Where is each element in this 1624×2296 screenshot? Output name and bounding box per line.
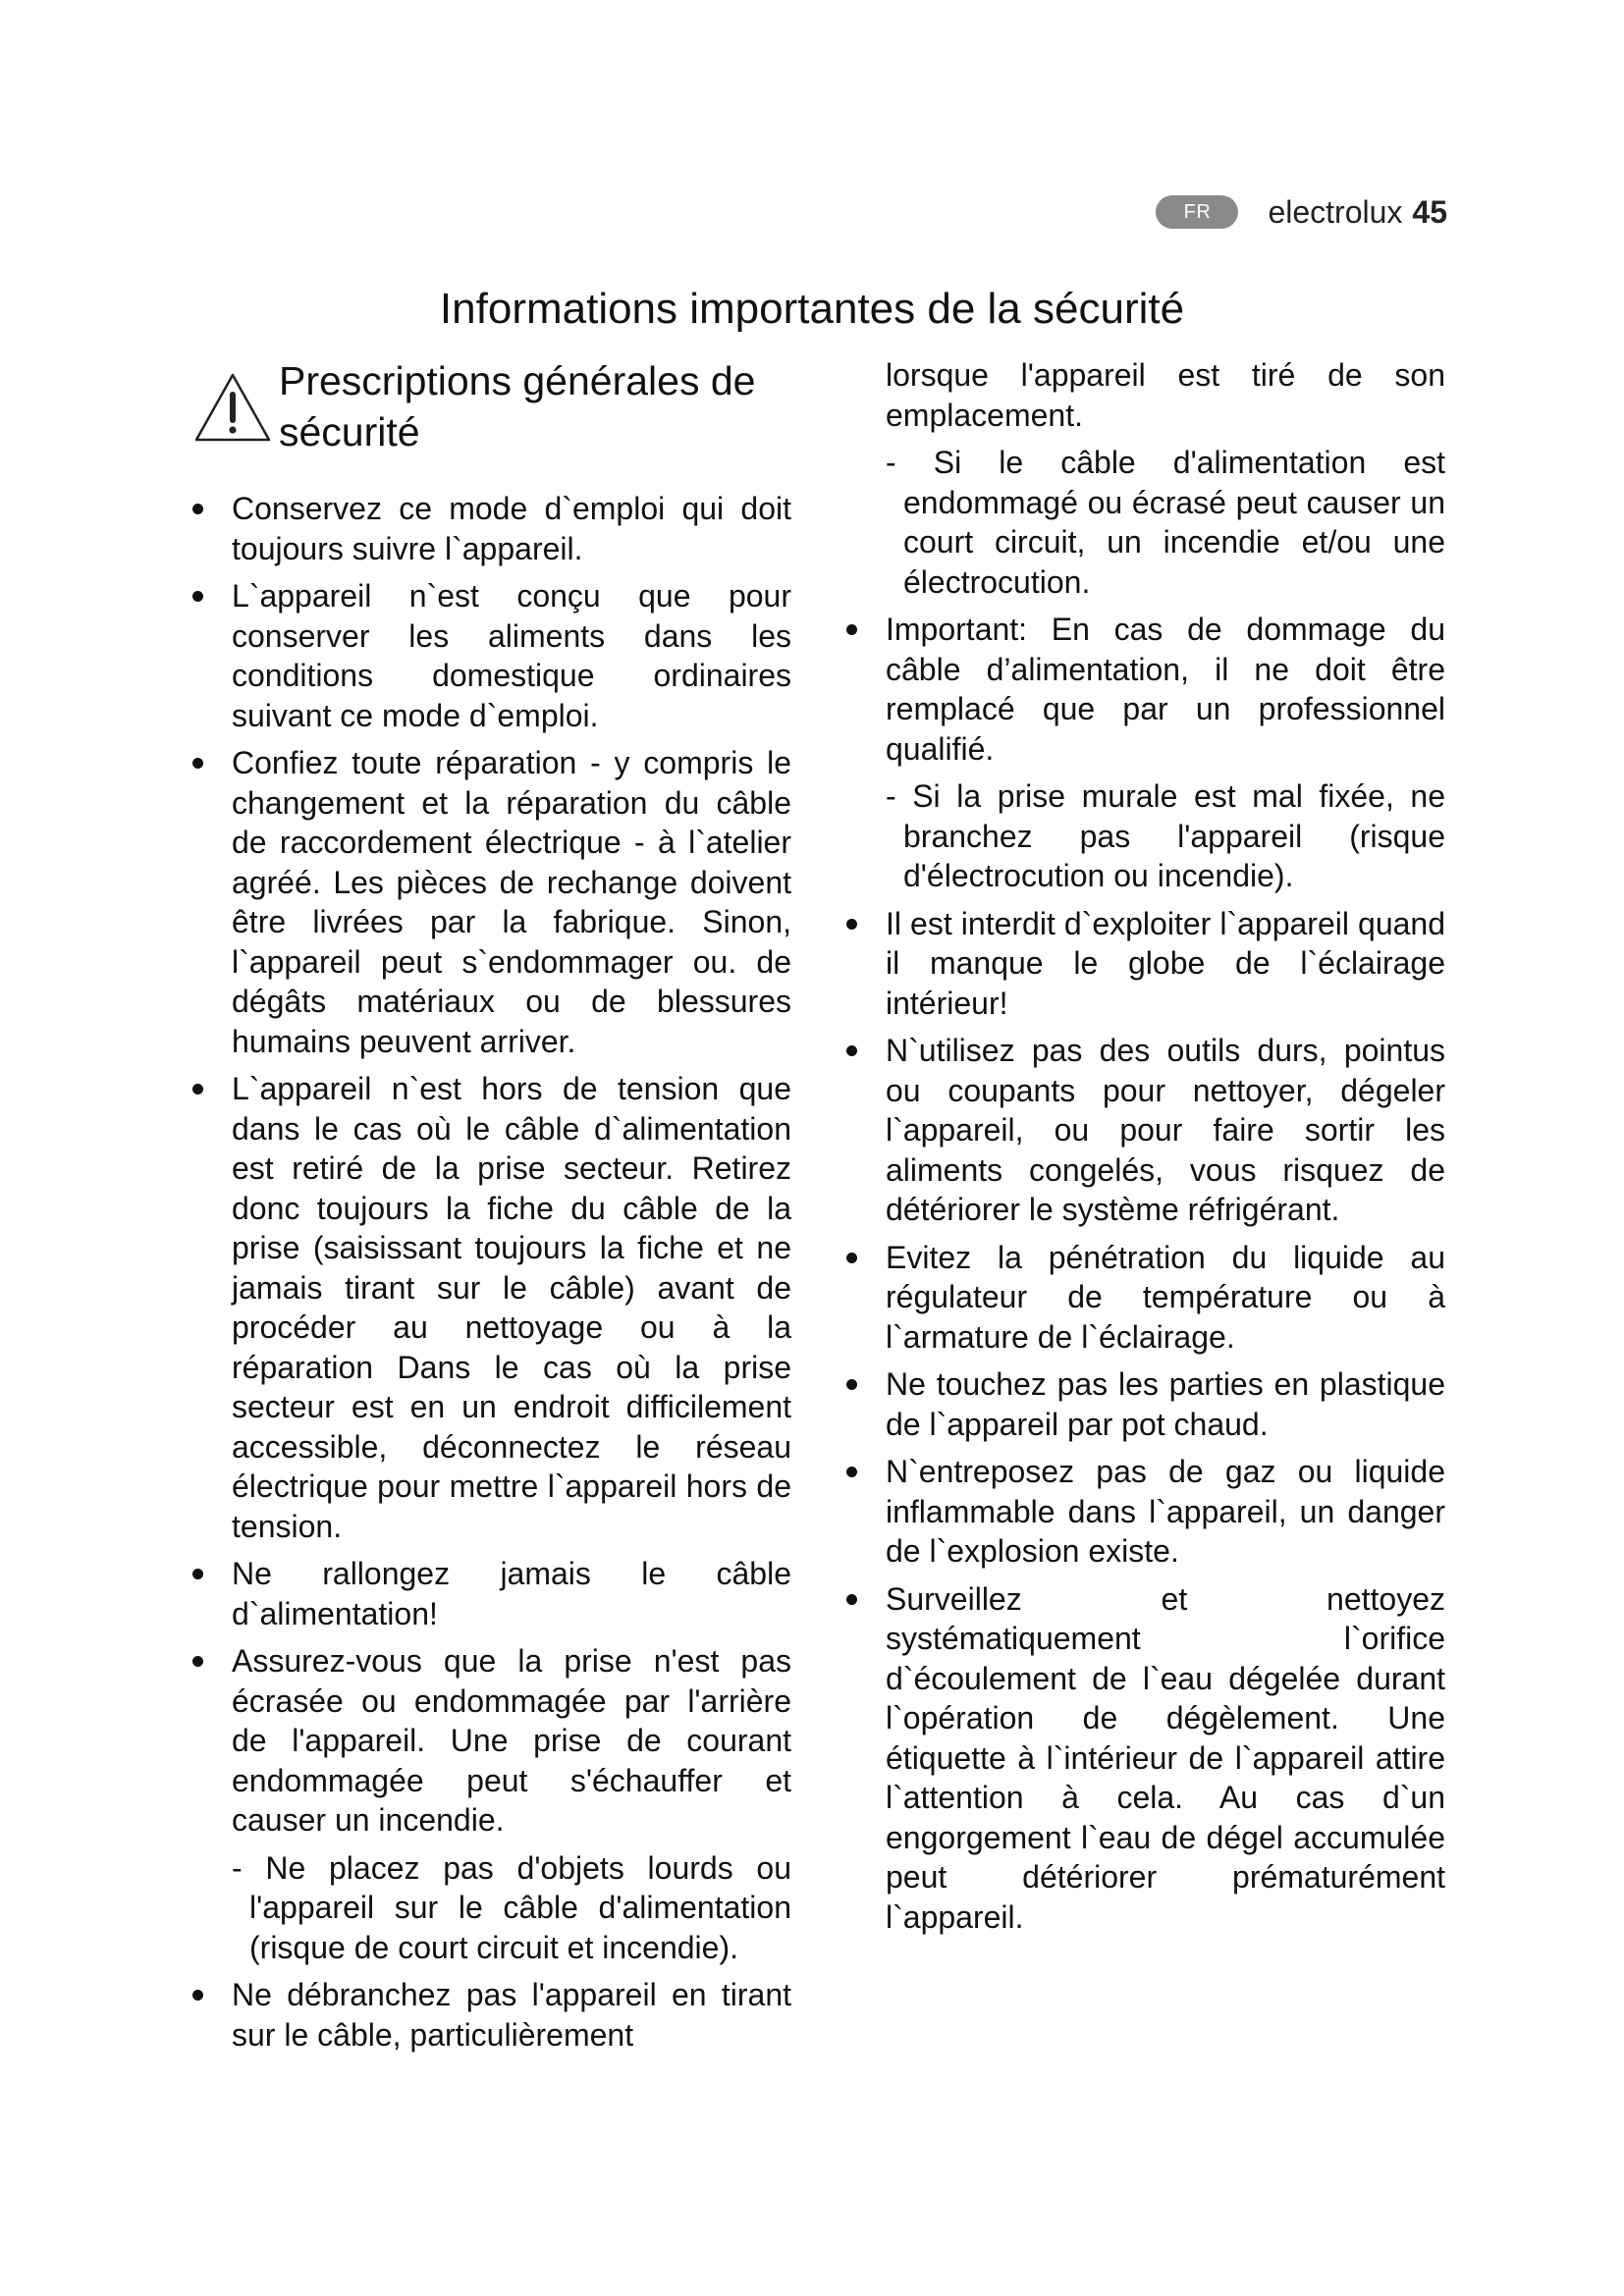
left-column bbox=[192, 355, 791, 2062]
page-header bbox=[1156, 188, 1447, 236]
list-item: N`entreposez pas de gaz ou liquide inflammable dans l`appareil, un danger de l`explosion existe. bbox=[846, 1452, 1445, 1572]
brand-name: electrolux bbox=[1268, 193, 1403, 230]
sub-item: - Ne placez pas d'objets lourds ou l'appareil sur le câble d'alimentation (risque de court circuit et incendie). bbox=[232, 1849, 791, 1965]
safety-list-right-start bbox=[846, 355, 1445, 435]
warning-triangle-icon bbox=[192, 369, 273, 446]
list-item: Ne débranchez pas l'appareil en tirant sur le câble, particulièrement bbox=[192, 1975, 791, 2055]
list-item: Confiez toute réparation - y compris le changement et la réparation du câble de raccordement électrique - à l`atelier agréé. Les pièces de rechange doivent être livrées par la fabrique. Sinon, l`appareil peut s`endommager ou. de dégâts matériaux ou de blessures humains peuvent arriver. bbox=[192, 743, 791, 1061]
language-badge: FR bbox=[1156, 195, 1238, 229]
section-title-line-2: sécurité bbox=[279, 409, 420, 454]
page-number: 45 bbox=[1412, 193, 1447, 230]
list-item: Il est interdit d`exploiter l`appareil quand il manque le globe de l`éclairage intérieur! bbox=[846, 904, 1445, 1024]
list-item-continuation: lorsque l'appareil est tiré de son emplacement. bbox=[886, 357, 1445, 433]
list-item: L`appareil n`est conçu que pour conserver les aliments dans les conditions domestique ordinaires suivant ce mode d`emploi. bbox=[192, 576, 791, 735]
list-item: Assurez-vous que la prise n'est pas écrasée ou endommagée par l'arrière de l'appareil. Une prise de courant endommagée peut s'échauffer et causer un incendie. bbox=[192, 1641, 791, 1841]
sub-item: - Si la prise murale est mal fixée, ne branchez pas l'appareil (risque d'électrocution ou incendie). bbox=[886, 778, 1445, 893]
safety-list-right bbox=[846, 904, 1445, 1938]
section-title-line-1: Prescriptions générales de bbox=[279, 358, 756, 403]
safety-list-right-important bbox=[846, 610, 1445, 769]
section-header bbox=[192, 355, 791, 457]
list-item: Conservez ce mode d`emploi qui doit toujours suivre l`appareil. bbox=[192, 489, 791, 568]
right-column bbox=[846, 355, 1445, 1945]
list-item: Evitez la pénétration du liquide au régulateur de température ou à l`armature de l`éclairage. bbox=[846, 1238, 1445, 1358]
list-item: Surveillez et nettoyez systématiquement l`orifice d`écoulement de l`eau dégelée durant l`opération de dégèlement. Une étiquette à l`intérieur de l`appareil attire l`attention à cela. Au cas d`un engorgement l`eau de dégel accumulée peut détériorer prématurément l`appareil. bbox=[846, 1579, 1445, 1938]
list-item: N`utilisez pas des outils durs, pointus ou coupants pour nettoyer, dégeler l`appareil, ou pour faire sortir les aliments congelés, vous risquez de détériorer le système réfrigérant. bbox=[846, 1031, 1445, 1230]
list-item-important: Important: En cas de dommage du câble d’alimentation, il ne doit être remplacé que par un professionnel qualifié. bbox=[846, 610, 1445, 769]
list-item: Ne touchez pas les parties en plastique de l`appareil par pot chaud. bbox=[846, 1364, 1445, 1444]
list-item: Ne rallongez jamais le câble d`alimentation! bbox=[192, 1554, 791, 1633]
list-item: L`appareil n`est hors de tension que dans le cas où le câble d`alimentation est retiré de la prise secteur. Retirez donc toujours la fiche du câble de la prise (saisissant toujours la fiche et ne jamais tirant sur le câble) avant de procéder au nettoyage ou à la réparation Dans le cas où la prise secteur est en un endroit difficilement accessible, déconnectez le réseau électrique pour mettre l`appareil hors de tension. bbox=[192, 1069, 791, 1546]
safety-list-left-end bbox=[192, 1975, 791, 2055]
section-title bbox=[279, 355, 755, 457]
sub-item: - Si le câble d'alimentation est endommagé ou écrasé peut causer un court circuit, un incendie et/ou une électrocution. bbox=[886, 445, 1445, 600]
page-title: Informations importantes de la sécurité bbox=[439, 285, 1185, 333]
safety-list-left bbox=[192, 489, 791, 1841]
